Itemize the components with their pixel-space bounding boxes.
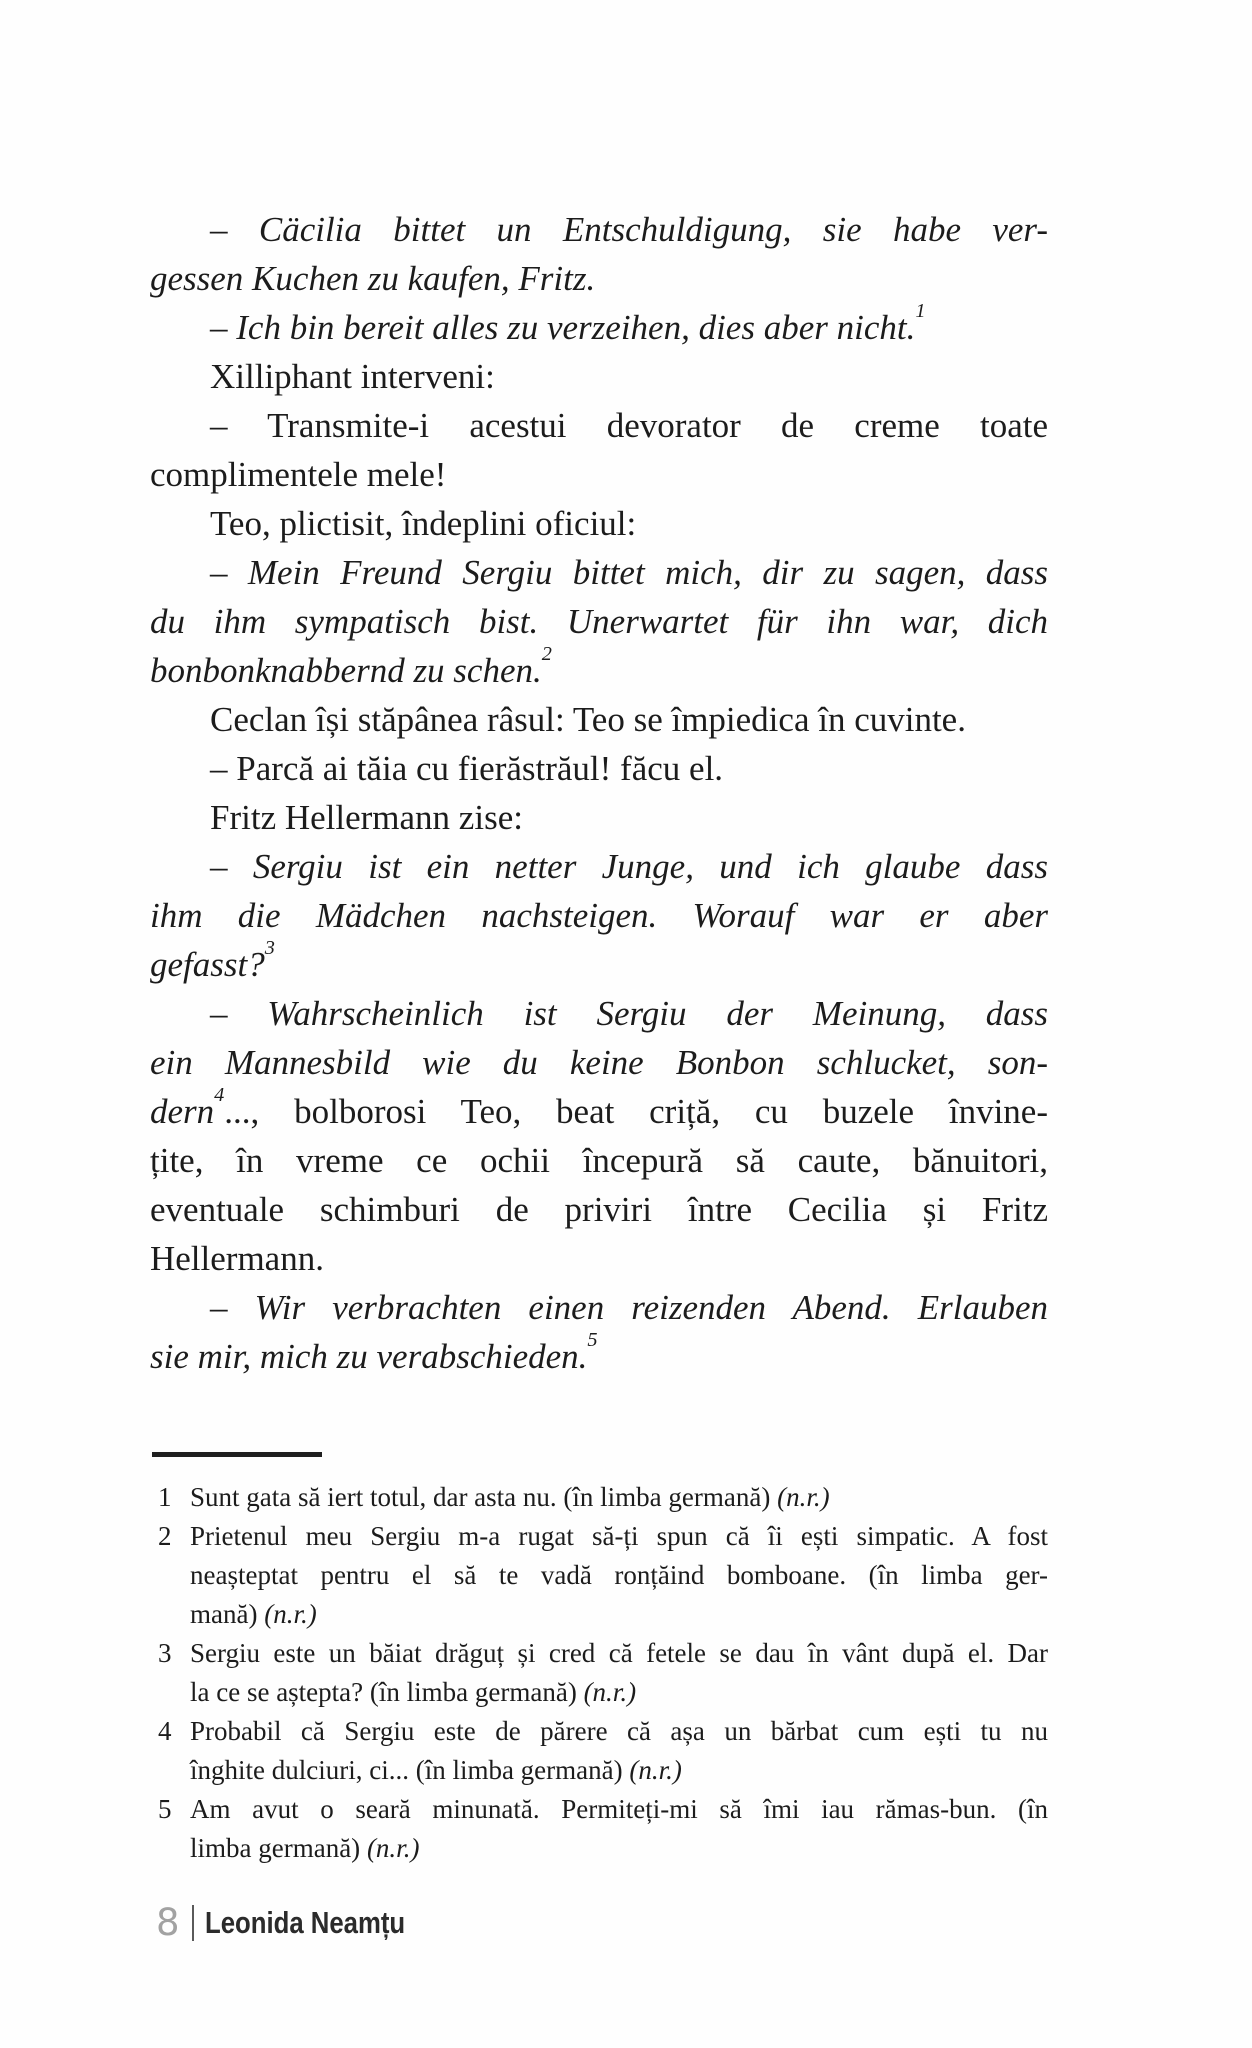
text-segment: (n.r.) <box>629 1755 682 1785</box>
text-segment: țite, în vreme ce ochii începură să caute, bănuitori, <box>150 1141 1048 1180</box>
text-segment: Xilliphant interveni: <box>210 357 495 396</box>
text-segment: mană) <box>190 1599 265 1629</box>
text-segment: Sergiu este un băiat drăguț și cred că fetele se dau în vânt după el. Dar <box>190 1638 1048 1668</box>
text-segment: la ce se aștepta? (în limba germană) <box>190 1677 584 1707</box>
text-segment: ein Mannesbild wie du keine Bonbon schlucket, son- <box>150 1043 1048 1082</box>
text-segment: neașteptat pentru el să te vadă ronțăind bomboane. (în limba ger- <box>190 1560 1048 1590</box>
footnote-line <box>190 1790 1048 1829</box>
paragraph <box>150 401 1048 499</box>
footnote-line <box>190 1673 1048 1712</box>
text-segment: (n.r.) <box>777 1482 830 1512</box>
text-line <box>150 744 1048 793</box>
text-line <box>150 695 1048 744</box>
text-line <box>150 401 1048 450</box>
text-line <box>150 352 1048 401</box>
text-segment: – Cäcilia bittet un Entschuldigung, sie habe ver- <box>210 210 1048 249</box>
author-name: Leonida Neamțu <box>204 1905 405 1940</box>
text-segment: dern <box>150 1092 215 1131</box>
text-line <box>150 450 1048 499</box>
text-line <box>150 205 1048 254</box>
footnote-ref: 4 <box>214 1084 225 1107</box>
text-line <box>150 1185 1048 1234</box>
text-segment: – Ich bin bereit alles zu verzeihen, dies aber nicht. <box>210 308 916 347</box>
text-segment: eventuale schimburi de priviri între Cecilia și Fritz <box>150 1190 1048 1229</box>
text-segment: Fritz Hellermann zise: <box>210 798 523 837</box>
footnote-line <box>190 1595 1048 1634</box>
text-line <box>150 1329 1048 1381</box>
text-segment: gessen Kuchen zu kaufen, Fritz. <box>150 259 596 298</box>
footnote <box>150 1712 1048 1790</box>
text-segment: (n.r.) <box>366 1833 420 1863</box>
text-line <box>150 842 1048 891</box>
paragraph <box>150 989 1048 1283</box>
footnote-number: 2 <box>158 1521 172 1551</box>
footnote-ref: 3 <box>264 937 275 960</box>
text-segment: (n.r.) <box>264 1599 317 1629</box>
text-line <box>150 937 1048 989</box>
text-segment: Hellermann. <box>150 1239 324 1278</box>
footer-divider <box>192 1905 194 1941</box>
text-segment: Probabil că Sergiu este de părere că așa un bărbat cum ești tu nu <box>190 1716 1048 1746</box>
footnote-line <box>190 1556 1048 1595</box>
text-line <box>150 1234 1048 1283</box>
text-segment: Am avut o seară minunată. Permiteți-mi să îmi iau rămas-bun. (în <box>190 1794 1048 1824</box>
text-segment: ihm die Mädchen nachsteigen. Worauf war er aber <box>150 896 1048 935</box>
text-segment: (n.r.) <box>583 1677 637 1707</box>
footnote-line <box>190 1751 1048 1790</box>
footnote-ref: 1 <box>915 300 926 323</box>
text-line <box>150 1084 1048 1136</box>
text-segment: – Mein Freund Sergiu bittet mich, dir zu sagen, dass <box>210 553 1048 592</box>
text-segment: bonbonknabbernd zu schen. <box>150 651 542 690</box>
footnote-ref: 5 <box>587 1329 598 1352</box>
footnote-ref: 2 <box>541 643 552 666</box>
text-line <box>150 499 1048 548</box>
text-line <box>150 300 1048 352</box>
text-line <box>150 254 1048 303</box>
paragraph <box>150 205 1048 303</box>
text-line <box>150 643 1048 695</box>
text-line <box>150 989 1048 1038</box>
footnote-line <box>190 1517 1048 1556</box>
footnote <box>150 1634 1048 1712</box>
text-segment: complimentele mele! <box>150 455 447 494</box>
text-segment: ..., bolborosi Teo, beat criță, cu buzele învine- <box>224 1092 1048 1131</box>
text-segment: Prietenul meu Sergiu m-a rugat să-ți spun că îi ești simpatic. A fost <box>190 1521 1048 1551</box>
paragraph <box>150 548 1048 695</box>
paragraph <box>150 300 1048 352</box>
paragraph <box>150 352 1048 401</box>
body-text <box>150 205 1048 1381</box>
text-line <box>150 597 1048 646</box>
text-line <box>150 1136 1048 1185</box>
footnote-line <box>190 1634 1048 1673</box>
paragraph <box>150 744 1048 793</box>
footnote <box>150 1517 1048 1634</box>
text-segment: Teo, plictisit, îndeplini oficiul: <box>210 504 637 543</box>
text-segment: – Parcă ai tăia cu fierăstrăul! făcu el. <box>210 749 724 788</box>
text-segment: du ihm sympatisch bist. Unerwartet für ihn war, dich <box>150 602 1048 641</box>
footnote-number: 1 <box>158 1482 172 1512</box>
text-line <box>150 891 1048 940</box>
footnote-number: 4 <box>158 1716 172 1746</box>
footnote <box>150 1790 1048 1868</box>
paragraph <box>150 793 1048 842</box>
footnote <box>150 1478 1048 1517</box>
footnote-separator <box>152 1452 322 1457</box>
text-segment: – Sergiu ist ein netter Junge, und ich glaube dass <box>210 847 1048 886</box>
page-number: 8 <box>156 1901 180 1944</box>
footnote-number: 5 <box>158 1794 172 1824</box>
footnote-line <box>190 1829 1048 1868</box>
page-footer <box>156 1901 446 1944</box>
text-segment: limba germană) <box>190 1833 367 1863</box>
text-segment: înghite dulciuri, ci... (în limba germană) <box>190 1755 630 1785</box>
text-line <box>150 1283 1048 1332</box>
text-line <box>150 793 1048 842</box>
text-line <box>150 548 1048 597</box>
paragraph <box>150 842 1048 989</box>
text-segment: sie mir, mich zu verabschieden. <box>150 1337 588 1376</box>
text-segment: – Transmite-i acestui devorator de creme toate <box>210 406 1048 445</box>
text-segment: – Wahrscheinlich ist Sergiu der Meinung, dass <box>210 994 1048 1033</box>
text-segment: Ceclan își stăpânea râsul: Teo se împiedica în cuvinte. <box>210 700 966 739</box>
footnote-line <box>190 1712 1048 1751</box>
footnote-line <box>190 1478 1048 1517</box>
footnotes-block <box>150 1478 1048 1868</box>
text-segment: – Wir verbrachten einen reizenden Abend. Erlauben <box>210 1288 1048 1327</box>
text-segment: gefasst? <box>150 945 265 984</box>
paragraph <box>150 1283 1048 1381</box>
paragraph <box>150 499 1048 548</box>
text-line <box>150 1038 1048 1087</box>
footnote-number: 3 <box>158 1638 172 1668</box>
paragraph <box>150 695 1048 744</box>
text-segment: Sunt gata să iert totul, dar asta nu. (în limba germană) <box>190 1482 778 1512</box>
